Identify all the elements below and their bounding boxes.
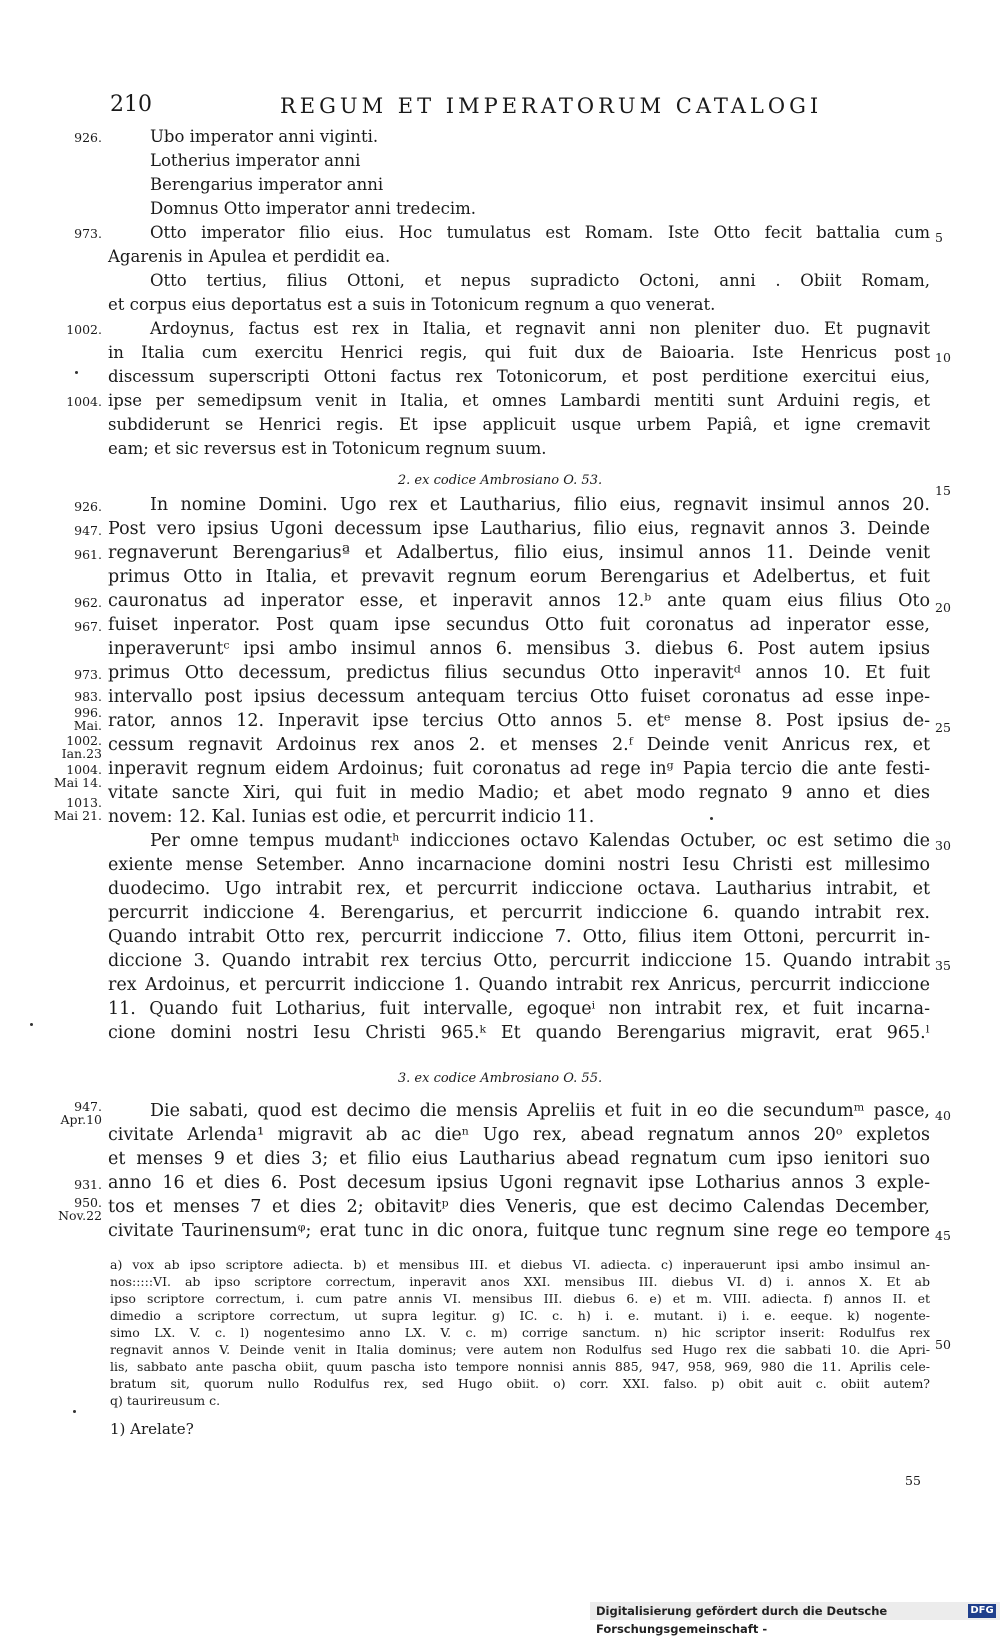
text-line: civitate Arlenda¹ migravit ab ac dieⁿ Ugo rex, abead regnatum annos 20ᵒ expletos — [108, 1125, 930, 1145]
footnote-line: q) taurireusum c. — [110, 1393, 221, 1408]
text-line: 11. Quando fuit Lotharius, fuit intervalle, egoqueⁱ non intrabit rex, et fuit incarna- — [108, 999, 930, 1019]
line-number: 35 — [935, 958, 951, 973]
text-line: vitate sancte Xiri, qui fuit in medio Madio; et abet modo regnato 9 anno et dies — [108, 783, 930, 803]
footnote-line: bratum sit, quorum nullo Rodulfus rex, sed Hugo obiit. o) corr. XXI. falso. p) obit auit c. obiit autem? — [110, 1376, 930, 1391]
scan-speck — [75, 371, 78, 374]
line-number: 25 — [935, 720, 951, 735]
margin-date: 973. — [74, 667, 102, 682]
footnote-line: simo LX. V. c. l) nogentesimo anno LX. V. c. m) corrige sanctum. n) hic scriptor inserit: Rodulfus rex — [110, 1325, 930, 1340]
margin-date: 947. — [74, 523, 102, 538]
text-line: Die sabati, quod est decimo die mensis Apreliis et fuit in eo die secundumᵐ pasce, — [150, 1101, 930, 1121]
text-line: civitate Taurinensumᵠ; erat tunc in dic onora, fuitque tunc regnum sine rege eo tempore — [108, 1221, 930, 1241]
margin-date: 1004. — [66, 394, 102, 409]
line-number: 45 — [935, 1228, 951, 1243]
text-line: diccione 3. Quando intrabit rex tercius Otto, percurrit indiccione 15. Quando intrabit — [108, 951, 930, 971]
line-number: 20 — [935, 600, 951, 615]
margin-date: 962. — [74, 595, 102, 610]
line-number: 50 — [935, 1337, 951, 1352]
scan-speck — [710, 817, 713, 820]
page-number: 210 — [110, 92, 152, 117]
text-line: anno 16 et dies 6. Post decesum ipsius Ugoni regnavit ipse Lotharius annos 3 exple- — [108, 1173, 930, 1193]
section-heading: 3. ex codice Ambrosiano O. 55. — [397, 1071, 603, 1086]
margin-date: 1002. — [66, 322, 102, 337]
text-line: cessum regnavit Ardoinus rex anos 2. et menses 2.ᶠ Deinde venit Anricus rex, et — [108, 735, 930, 755]
footnote-line: ipso scriptore correctum, i. cum patre annis VI. mensibus III. diebus 6. e) et m. VIII. adiecta. f) annos II. et — [110, 1291, 930, 1306]
dfg-logo-icon: DFG — [968, 1604, 996, 1618]
margin-date: 961. — [74, 547, 102, 562]
text-line: Post vero ipsius Ugoni decessum ipse Lautharius, filio eius, regnavit annos 3. Deinde — [108, 519, 930, 539]
text-line: fuiset inperator. Post quam ipse secundus Otto fuit coronatus ad inperator esse, — [108, 615, 930, 635]
text-line: rex Ardoinus, et percurrit indiccione 1. Quando intrabit rex Anricus, percurrit indiccione — [108, 975, 930, 995]
text-line: Otto tertius, filius Ottoni, et nepus supradicto Octoni, anni . Obiit Romam, — [150, 271, 930, 290]
text-line: et corpus eius deportatus est a suis in Totonicum regnum a quo venerat. — [108, 295, 716, 314]
scan-speck — [30, 1023, 33, 1026]
text-line: rator, annos 12. Inperavit ipse tercius Otto annos 5. etᵉ mense 8. Post ipsius de- — [108, 711, 930, 731]
margin-date: 926. — [74, 130, 102, 145]
line-number: 10 — [935, 350, 951, 365]
margin-date: 931. — [74, 1177, 102, 1192]
text-line: intervallo post ipsius decessum antequam tercius Otto fuiset coronatus ad esse inpe- — [108, 687, 930, 707]
margin-date: 1004. Mai 14. — [53, 762, 102, 790]
margin-date: 983. — [74, 689, 102, 704]
margin-date: 996. Mai. — [73, 705, 102, 733]
margin-date: 967. — [74, 619, 102, 634]
text-line: inperaveruntᶜ ipsi ambo insimul annos 6. mensibus 3. diebus 6. Post autem ipsius — [108, 639, 930, 659]
digitization-banner — [590, 1602, 1000, 1636]
margin-date: 1002. Ian.23 — [61, 733, 102, 761]
footnote-line: a) vox ab ipso scriptore adiecta. b) et mensibus III. et diebus VI. adiecta. c) inperauerunt ipsi ambo insimul an- — [110, 1257, 930, 1272]
line-number: 15 — [935, 483, 951, 498]
text-line: Quando intrabit Otto rex, percurrit indiccione 7. Otto, filius item Ottoni, percurrit in- — [108, 927, 930, 947]
running-title: REGUM ET IMPERATORUM CATALOGI — [280, 94, 823, 118]
text-line: eam; et sic reversus est in Totonicum regnum suum. — [108, 439, 547, 458]
text-line: tos et menses 7 et dies 2; obitavitᵖ dies Veneris, que est decimo Calendas December, — [108, 1197, 930, 1217]
text-line: Lotherius imperator anni — [150, 151, 361, 170]
line-number: 30 — [935, 838, 951, 853]
footnote-line: dimedio a scriptore correctum, ut supra legitur. g) IC. c. h) i. e. mutant. i) i. e. eeque. k) nogente- — [110, 1308, 930, 1323]
text-line: novem: 12. Kal. Iunias est odie, et percurrit indicio 11. — [108, 807, 595, 827]
text-line: discessum superscripti Ottoni factus rex Totonicorum, et post perditione exercitui eius, — [108, 367, 930, 386]
text-line: cauronatus ad inperator esse, et inperavit annos 12.ᵇ ante quam eius filius Oto — [108, 591, 930, 611]
margin-date: 1013. Mai 21. — [53, 795, 102, 823]
page-reference: 55 — [905, 1473, 921, 1488]
editorial-note: 1) Arelate? — [110, 1420, 194, 1438]
scan-speck — [73, 1410, 76, 1413]
footnote-line: nos:::::VI. ab ipso scriptore correctum, inperavit anos XXI. mensibus III. diebus VI. d) i. annos X. Et ab — [110, 1274, 930, 1289]
text-line: Agarenis in Apulea et perdidit ea. — [108, 247, 391, 266]
text-line: Ubo imperator anni viginti. — [150, 127, 379, 146]
banner-text: Digitalisierung gefördert durch die Deutsche Forschungsgemeinschaft - — [596, 1604, 888, 1636]
text-line: percurrit indiccione 4. Berengarius, et percurrit indiccione 6. quando intrabit rex. — [108, 903, 930, 923]
text-line: Berengarius imperator anni — [150, 175, 384, 194]
text-line: duodecimo. Ugo intrabit rex, et percurrit indiccione octava. Lautharius intrabit, et — [108, 879, 930, 899]
margin-date: 973. — [74, 226, 102, 241]
text-line: in Italia cum exercitu Henrici regis, qui fuit dux de Baioaria. Iste Henricus post — [108, 343, 930, 362]
text-line: inperavit regnum eidem Ardoinus; fuit coronatus ad rege inᵍ Papia tercio die ante festi- — [108, 759, 930, 779]
text-line: regnaverunt Berengariusª et Adalbertus, filio eius, insimul annos 11. Deinde venit — [108, 543, 930, 563]
text-line: primus Otto in Italia, et prevavit regnum eorum Berengarius et Adelbertus, et fuit — [108, 567, 930, 587]
margin-date: 950. Nov.22 — [58, 1195, 102, 1223]
margin-date: 926. — [74, 499, 102, 514]
margin-date: 947. Apr.10 — [60, 1099, 102, 1127]
text-line: et menses 9 et dies 3; et filio eius Lautharius abead regnatum cum ipso ienitori suo — [108, 1149, 930, 1169]
text-line: subdiderunt se Henrici regis. Et ipse applicuit usque urbem Papiâ, et igne cremavit — [108, 415, 930, 434]
section-heading: 2. ex codice Ambrosiano O. 53. — [397, 473, 603, 488]
text-line: cione domini nostri Iesu Christi 965.ᵏ Et quando Berengarius migravit, erat 965.ˡ — [108, 1023, 930, 1043]
text-line: In nomine Domini. Ugo rex et Lautharius, filio eius, regnavit insimul annos 20. — [150, 495, 930, 515]
line-number: 40 — [935, 1108, 951, 1123]
text-line: exiente mense Setember. Anno incarnacione domini nostri Iesu Christi est millesimo — [108, 855, 930, 875]
text-line: primus Otto decessum, predictus filius secundus Otto inperavitᵈ annos 10. Et fuit — [108, 663, 930, 683]
footnote-line: lis, sabbato ante pascha obiit, quum pascha isto tempore nonnisi annis 885, 947, 958, 969, 980 die 11. Aprilis cele- — [110, 1359, 930, 1374]
footnote-line: regnavit annos V. Deinde venit in Italia dominus; vere autem non Rodulfus sed Hugo rex die sabbati 10. die Apri- — [110, 1342, 930, 1357]
page-header — [110, 92, 930, 122]
text-line: Otto imperator filio eius. Hoc tumulatus est Romam. Iste Otto fecit battalia cum — [150, 223, 930, 242]
text-line: Ardoynus, factus est rex in Italia, et regnavit anni non pleniter duo. Et pugnavit — [150, 319, 930, 338]
text-line: Domnus Otto imperator anni tredecim. — [150, 199, 477, 218]
text-line: ipse per semedipsum venit in Italia, et omnes Lambardi mentiti sunt Arduini regis, et — [108, 391, 930, 410]
line-number: 5 — [935, 230, 943, 245]
text-line: Per omne tempus mudantʰ indicciones octavo Kalendas Octuber, oc est setimo die — [150, 831, 930, 851]
